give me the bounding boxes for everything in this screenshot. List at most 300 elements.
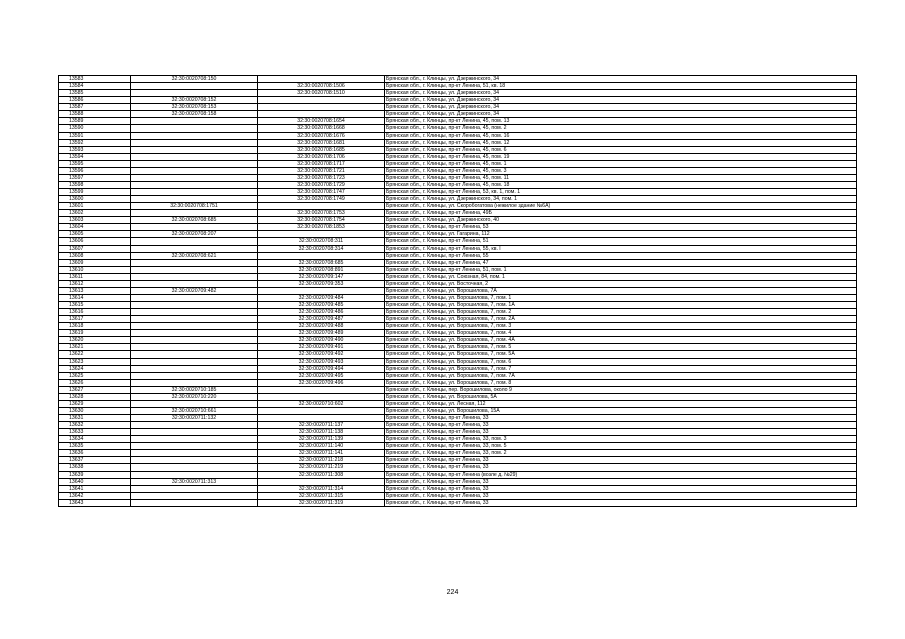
object-cadastral-number-cell: [258, 111, 385, 118]
row-number-cell: 13627: [59, 386, 131, 393]
object-cadastral-number-cell: 32:30:0020708:685: [258, 259, 385, 266]
object-cadastral-number-cell: 32:30:0020709:491: [258, 344, 385, 351]
row-number-cell: 13634: [59, 436, 131, 443]
table-row: [59, 429, 857, 436]
object-cadastral-number-cell: 32:30:0020708:311: [258, 238, 385, 245]
land-cadastral-number-cell: 32:30:0020708:150: [131, 76, 258, 83]
table-row: [59, 457, 857, 464]
row-number-cell: 13599: [59, 189, 131, 196]
table-row: [59, 189, 857, 196]
address-cell: Брянская обл., г. Клинцы, пр-кт Ленина, 51: [385, 238, 857, 245]
address-cell: Брянская обл., г. Клинцы, пр-кт Ленина, 33: [385, 485, 857, 492]
row-number-cell: 13612: [59, 280, 131, 287]
table-row: [59, 393, 857, 400]
address-cell: Брянская обл., г. Клинцы, пр-кт Ленина (возле д. №29): [385, 471, 857, 478]
address-cell: Брянская обл., г. Клинцы, ул. Ворошилова, 7, пом. 6: [385, 358, 857, 365]
address-cell: Брянская обл., г. Клинцы, ул. Ворошилова, 7, пом. 3: [385, 323, 857, 330]
land-cadastral-number-cell: [131, 450, 258, 457]
table-row: [59, 104, 857, 111]
row-number-cell: 13603: [59, 217, 131, 224]
row-number-cell: 13598: [59, 181, 131, 188]
land-cadastral-number-cell: 32:30:0020710:661: [131, 407, 258, 414]
address-cell: Брянская обл., г. Клинцы, пр-кт Ленина, 45, пом. 2: [385, 125, 857, 132]
land-cadastral-number-cell: [131, 330, 258, 337]
row-number-cell: 13605: [59, 231, 131, 238]
object-cadastral-number-cell: 32:30:0020711:219: [258, 464, 385, 471]
object-cadastral-number-cell: [258, 231, 385, 238]
row-number-cell: 13607: [59, 245, 131, 252]
object-cadastral-number-cell: 32:30:0020711:218: [258, 457, 385, 464]
table-row: [59, 224, 857, 231]
address-cell: Брянская обл., г. Клинцы, пр-кт Ленина, 49Б: [385, 210, 857, 217]
land-cadastral-number-cell: [131, 429, 258, 436]
row-number-cell: 13585: [59, 90, 131, 97]
address-cell: Брянская обл., г. Клинцы, пр-кт Ленина, 45, пом. 3: [385, 167, 857, 174]
land-cadastral-number-cell: [131, 443, 258, 450]
object-cadastral-number-cell: 32:30:0020711:314: [258, 485, 385, 492]
table-row: [59, 485, 857, 492]
row-number-cell: 13593: [59, 146, 131, 153]
address-cell: Брянская обл., г. Клинцы, пр-кт Ленина, 55: [385, 252, 857, 259]
address-cell: Брянская обл., г. Клинцы, пр-кт Ленина, 33: [385, 415, 857, 422]
object-cadastral-number-cell: 32:30:0020708:1510: [258, 90, 385, 97]
object-cadastral-number-cell: [258, 478, 385, 485]
row-number-cell: 13626: [59, 379, 131, 386]
object-cadastral-number-cell: 32:30:0020711:139: [258, 436, 385, 443]
row-number-cell: 13609: [59, 259, 131, 266]
address-cell: Брянская обл., г. Клинцы, ул. Ворошилова, 7, пом. 8: [385, 379, 857, 386]
address-cell: Брянская обл., г. Клинцы, пр-кт Ленина, 45, пом. 18: [385, 181, 857, 188]
land-cadastral-number-cell: [131, 323, 258, 330]
land-cadastral-number-cell: [131, 196, 258, 203]
row-number-cell: 13590: [59, 125, 131, 132]
land-cadastral-number-cell: [131, 316, 258, 323]
land-cadastral-number-cell: [131, 358, 258, 365]
land-cadastral-number-cell: [131, 238, 258, 245]
address-cell: Брянская обл., г. Клинцы, ул. Ворошилова, 7, пом. 4А: [385, 337, 857, 344]
row-number-cell: 13597: [59, 174, 131, 181]
object-cadastral-number-cell: 32:30:0020710:602: [258, 400, 385, 407]
address-cell: Брянская обл., г. Клинцы, ул. Ворошилова, 7, пом. 2А: [385, 316, 857, 323]
table-row: [59, 83, 857, 90]
object-cadastral-number-cell: 32:30:0020708:1685: [258, 146, 385, 153]
table-row: [59, 125, 857, 132]
table-row: [59, 415, 857, 422]
row-number-cell: 13632: [59, 422, 131, 429]
row-number-cell: 13596: [59, 167, 131, 174]
object-cadastral-number-cell: 32:30:0020708:1729: [258, 181, 385, 188]
address-cell: Брянская обл., г. Клинцы, пр-кт Ленина, 33, пом. 2: [385, 450, 857, 457]
address-cell: Брянская обл., г. Клинцы, пр-кт Ленина, 53, кв. 1, пом. 1: [385, 189, 857, 196]
object-cadastral-number-cell: 32:30:0020708:1721: [258, 167, 385, 174]
object-cadastral-number-cell: 32:30:0020711:141: [258, 450, 385, 457]
table-row: [59, 478, 857, 485]
land-cadastral-number-cell: 32:30:0020710:185: [131, 386, 258, 393]
table-row: [59, 464, 857, 471]
land-cadastral-number-cell: [131, 337, 258, 344]
row-number-cell: 13622: [59, 351, 131, 358]
object-cadastral-number-cell: [258, 252, 385, 259]
address-cell: Брянская обл., г. Клинцы, ул. Дзержинского, 34: [385, 90, 857, 97]
address-cell: Брянская обл., г. Клинцы, пр-кт Ленина, 47: [385, 259, 857, 266]
row-number-cell: 13586: [59, 97, 131, 104]
land-cadastral-number-cell: [131, 153, 258, 160]
land-cadastral-number-cell: [131, 464, 258, 471]
land-cadastral-number-cell: [131, 139, 258, 146]
row-number-cell: 13633: [59, 429, 131, 436]
land-cadastral-number-cell: [131, 189, 258, 196]
table-row: [59, 365, 857, 372]
row-number-cell: 13638: [59, 464, 131, 471]
table-row: [59, 153, 857, 160]
row-number-cell: 13588: [59, 111, 131, 118]
land-cadastral-number-cell: [131, 167, 258, 174]
table-row: [59, 309, 857, 316]
object-cadastral-number-cell: 32:30:0020708:1747: [258, 189, 385, 196]
row-number-cell: 13614: [59, 294, 131, 301]
land-cadastral-number-cell: [131, 372, 258, 379]
object-cadastral-number-cell: 32:30:0020709:353: [258, 280, 385, 287]
table-row: [59, 167, 857, 174]
land-cadastral-number-cell: 32:30:0020711:313: [131, 478, 258, 485]
row-number-cell: 13583: [59, 76, 131, 83]
table-row: [59, 422, 857, 429]
address-cell: Брянская обл., г. Клинцы, пр-кт Ленина, 55, кв. l: [385, 245, 857, 252]
table-row: [59, 160, 857, 167]
address-cell: Брянская обл., г. Клинцы, пр-кт Ленина, 45, пом. 13: [385, 118, 857, 125]
row-number-cell: 13621: [59, 344, 131, 351]
row-number-cell: 13635: [59, 443, 131, 450]
object-cadastral-number-cell: 32:30:0020709:487: [258, 316, 385, 323]
address-cell: Брянская обл., г. Клинцы, ул. Ворошилова, 7, пом. 7А: [385, 372, 857, 379]
row-number-cell: 13620: [59, 337, 131, 344]
row-number-cell: 13611: [59, 273, 131, 280]
address-cell: Брянская обл., г. Клинцы, пр-кт Ленина, 33: [385, 422, 857, 429]
land-cadastral-number-cell: [131, 492, 258, 499]
table-row: [59, 471, 857, 478]
object-cadastral-number-cell: [258, 76, 385, 83]
row-number-cell: 13618: [59, 323, 131, 330]
land-cadastral-number-cell: 32:30:0020709:482: [131, 287, 258, 294]
row-number-cell: 13636: [59, 450, 131, 457]
row-number-cell: 13587: [59, 104, 131, 111]
land-cadastral-number-cell: [131, 160, 258, 167]
row-number-cell: 13619: [59, 330, 131, 337]
table-row: [59, 196, 857, 203]
table-row: [59, 231, 857, 238]
page-number: 224: [446, 589, 459, 596]
row-number-cell: 13604: [59, 224, 131, 231]
object-cadastral-number-cell: 32:30:0020709:493: [258, 358, 385, 365]
object-cadastral-number-cell: 32:30:0020709:492: [258, 351, 385, 358]
land-cadastral-number-cell: [131, 365, 258, 372]
table-row: [59, 379, 857, 386]
row-number-cell: 13617: [59, 316, 131, 323]
table-row: [59, 181, 857, 188]
address-cell: Брянская обл., г. Клинцы, ул. Дзержинского, 34, пом. 1: [385, 196, 857, 203]
table-row: [59, 316, 857, 323]
address-cell: Брянская обл., г. Клинцы, ул. Ворошилова, 7, пом. 1А: [385, 302, 857, 309]
address-cell: Брянская обл., г. Клинцы, ул. Ворошилова, 5А: [385, 393, 857, 400]
land-cadastral-number-cell: 32:30:0020708:1751: [131, 203, 258, 210]
land-cadastral-number-cell: [131, 224, 258, 231]
table-row: [59, 280, 857, 287]
object-cadastral-number-cell: 32:30:0020708:1853: [258, 224, 385, 231]
object-cadastral-number-cell: 32:30:0020708:1749: [258, 196, 385, 203]
address-cell: Брянская обл., г. Клинцы, ул. Ворошилова, 7, пом. 7: [385, 365, 857, 372]
row-number-cell: 13592: [59, 139, 131, 146]
object-cadastral-number-cell: 32:30:0020708:1717: [258, 160, 385, 167]
row-number-cell: 13600: [59, 196, 131, 203]
land-cadastral-number-cell: [131, 125, 258, 132]
land-cadastral-number-cell: [131, 266, 258, 273]
table-row: [59, 287, 857, 294]
object-cadastral-number-cell: 32:30:0020711:308: [258, 471, 385, 478]
address-cell: Брянская обл., г. Клинцы, ул. Скоробогатова (нежилое здание №6А): [385, 203, 857, 210]
row-number-cell: 13625: [59, 372, 131, 379]
land-cadastral-number-cell: [131, 344, 258, 351]
object-cadastral-number-cell: [258, 407, 385, 414]
table-row: [59, 499, 857, 506]
object-cadastral-number-cell: 32:30:0020708:1668: [258, 125, 385, 132]
address-cell: Брянская обл., г. Клинцы, ул. Гагарина, 112: [385, 231, 857, 238]
row-number-cell: 13606: [59, 238, 131, 245]
table-row: [59, 386, 857, 393]
object-cadastral-number-cell: 32:30:0020711:315: [258, 492, 385, 499]
table-row: [59, 132, 857, 139]
object-cadastral-number-cell: 32:30:0020711:140: [258, 443, 385, 450]
address-cell: Брянская обл., г. Клинцы, пр-кт Ленина, 33: [385, 457, 857, 464]
row-number-cell: 13642: [59, 492, 131, 499]
object-cadastral-number-cell: 32:30:0020708:1681: [258, 139, 385, 146]
object-cadastral-number-cell: [258, 386, 385, 393]
land-cadastral-number-cell: [131, 118, 258, 125]
address-cell: Брянская обл., г. Клинцы, ул. Дзержинского, 34: [385, 97, 857, 104]
address-cell: Брянская обл., г. Клинцы, ул. Ворошилова, 15А: [385, 407, 857, 414]
object-cadastral-number-cell: [258, 415, 385, 422]
object-cadastral-number-cell: [258, 203, 385, 210]
object-cadastral-number-cell: 32:30:0020708:1723: [258, 174, 385, 181]
object-cadastral-number-cell: 32:30:0020711:319: [258, 499, 385, 506]
table-row: [59, 323, 857, 330]
table-row: [59, 146, 857, 153]
table-row: [59, 90, 857, 97]
address-cell: Брянская обл., г. Клинцы, ул. Дзержинского, 34: [385, 76, 857, 83]
land-cadastral-number-cell: [131, 294, 258, 301]
land-cadastral-number-cell: [131, 259, 258, 266]
table-row: [59, 266, 857, 273]
object-cadastral-number-cell: 32:30:0020708:314: [258, 245, 385, 252]
address-cell: Брянская обл., г. Клинцы, пер. Ворошилова, около 9: [385, 386, 857, 393]
row-number-cell: 13589: [59, 118, 131, 125]
table-row: [59, 210, 857, 217]
land-cadastral-number-cell: [131, 499, 258, 506]
address-cell: Брянская обл., г. Клинцы, пр-кт Ленина, 33: [385, 492, 857, 499]
table-row: [59, 400, 857, 407]
land-cadastral-number-cell: 32:30:0020708:158: [131, 111, 258, 118]
row-number-cell: 13616: [59, 309, 131, 316]
address-cell: Брянская обл., г. Клинцы, пр-кт Ленина, 45, пом. 19: [385, 153, 857, 160]
row-number-cell: 13631: [59, 415, 131, 422]
land-cadastral-number-cell: [131, 83, 258, 90]
table-row: [59, 443, 857, 450]
table-row: [59, 337, 857, 344]
land-cadastral-number-cell: [131, 309, 258, 316]
address-cell: Брянская обл., г. Клинцы, ул. Ворошилова, 7, пом. 5А: [385, 351, 857, 358]
land-cadastral-number-cell: [131, 280, 258, 287]
row-number-cell: 13641: [59, 485, 131, 492]
address-cell: Брянская обл., г. Клинцы, пр-кт Ленина, 33: [385, 499, 857, 506]
land-cadastral-number-cell: [131, 245, 258, 252]
land-cadastral-number-cell: [131, 471, 258, 478]
land-cadastral-number-cell: [131, 457, 258, 464]
address-cell: Брянская обл., г. Клинцы, пр-кт Ленина, 51, кв. 18: [385, 83, 857, 90]
land-cadastral-number-cell: [131, 181, 258, 188]
land-cadastral-number-cell: [131, 422, 258, 429]
table-row: [59, 217, 857, 224]
address-cell: Брянская обл., г. Клинцы, ул. Дзержинского, 40: [385, 217, 857, 224]
object-cadastral-number-cell: 32:30:0020709:486: [258, 309, 385, 316]
address-cell: Брянская обл., г. Клинцы, пр-кт Ленина, 33, пом. 5: [385, 443, 857, 450]
object-cadastral-number-cell: 32:30:0020709:495: [258, 372, 385, 379]
table-row: [59, 203, 857, 210]
table-row: [59, 450, 857, 457]
address-cell: Брянская обл., г. Клинцы, ул. Восточная, 2: [385, 280, 857, 287]
land-cadastral-number-cell: [131, 379, 258, 386]
land-cadastral-number-cell: [131, 90, 258, 97]
land-cadastral-number-cell: [131, 174, 258, 181]
table-row: [59, 245, 857, 252]
table-row: [59, 259, 857, 266]
land-cadastral-number-cell: [131, 132, 258, 139]
address-cell: Брянская обл., г. Клинцы, ул. Ворошилова, 7, пом. 2: [385, 309, 857, 316]
object-cadastral-number-cell: 32:30:0020711:137: [258, 422, 385, 429]
address-cell: Брянская обл., г. Клинцы, ул. Ворошилова, 7, пом. 4: [385, 330, 857, 337]
address-cell: Брянская обл., г. Клинцы, пр-кт Ленина, 33: [385, 429, 857, 436]
land-cadastral-number-cell: [131, 485, 258, 492]
land-cadastral-number-cell: [131, 400, 258, 407]
object-cadastral-number-cell: 32:30:0020709:496: [258, 379, 385, 386]
object-cadastral-number-cell: [258, 97, 385, 104]
address-cell: Брянская обл., г. Клинцы, ул. Дзержинского, 34: [385, 111, 857, 118]
table-row: [59, 358, 857, 365]
object-cadastral-number-cell: 32:30:0020709:490: [258, 337, 385, 344]
object-cadastral-number-cell: 32:30:0020709:494: [258, 365, 385, 372]
land-cadastral-number-cell: 32:30:0020708:207: [131, 231, 258, 238]
land-cadastral-number-cell: 32:30:0020711:132: [131, 415, 258, 422]
address-cell: Брянская обл., г. Клинцы, пр-кт Ленина, 53: [385, 224, 857, 231]
table-row: [59, 273, 857, 280]
row-number-cell: 13601: [59, 203, 131, 210]
object-cadastral-number-cell: 32:30:0020709:485: [258, 302, 385, 309]
table-row: [59, 492, 857, 499]
address-cell: Брянская обл., г. Клинцы, ул. Союзная, 84, пом. 1: [385, 273, 857, 280]
object-cadastral-number-cell: 32:30:0020709:488: [258, 323, 385, 330]
row-number-cell: 13615: [59, 302, 131, 309]
land-cadastral-number-cell: [131, 436, 258, 443]
land-cadastral-number-cell: 32:30:0020708:685: [131, 217, 258, 224]
land-cadastral-number-cell: [131, 210, 258, 217]
row-number-cell: 13608: [59, 252, 131, 259]
address-cell: Брянская обл., г. Клинцы, ул. Ворошилова, 7А: [385, 287, 857, 294]
row-number-cell: 13637: [59, 457, 131, 464]
land-cadastral-number-cell: 32:30:0020708:153: [131, 104, 258, 111]
object-cadastral-number-cell: 32:30:0020709:489: [258, 330, 385, 337]
row-number-cell: 13584: [59, 83, 131, 90]
row-number-cell: 13613: [59, 287, 131, 294]
address-cell: Брянская обл., г. Клинцы, пр-кт Ленина, 45, пом. 12: [385, 139, 857, 146]
table-row: [59, 139, 857, 146]
table-row: [59, 351, 857, 358]
land-cadastral-number-cell: 32:30:0020710:220: [131, 393, 258, 400]
object-cadastral-number-cell: [258, 287, 385, 294]
object-cadastral-number-cell: 32:30:0020708:891: [258, 266, 385, 273]
address-cell: Брянская обл., г. Клинцы, пр-кт Ленина, 45, пом. 6: [385, 146, 857, 153]
table-row: [59, 238, 857, 245]
land-cadastral-number-cell: [131, 302, 258, 309]
table-row: [59, 302, 857, 309]
land-cadastral-number-cell: [131, 273, 258, 280]
address-cell: Брянская обл., г. Клинцы, пр-кт Ленина, 33: [385, 478, 857, 485]
table-row: [59, 118, 857, 125]
table-row: [59, 252, 857, 259]
object-cadastral-number-cell: [258, 104, 385, 111]
row-number-cell: 13623: [59, 358, 131, 365]
address-cell: Брянская обл., г. Клинцы, пр-кт Ленина, 45, пом. 16: [385, 132, 857, 139]
address-cell: Брянская обл., г. Клинцы, пр-кт Ленина, 33, пом. 3: [385, 436, 857, 443]
row-number-cell: 13628: [59, 393, 131, 400]
registry-table: [58, 75, 857, 507]
table-row: [59, 174, 857, 181]
object-cadastral-number-cell: [258, 393, 385, 400]
address-cell: Брянская обл., г. Клинцы, ул. Ворошилова, 7, пом. 1: [385, 294, 857, 301]
object-cadastral-number-cell: 32:30:0020709:147: [258, 273, 385, 280]
table-row: [59, 294, 857, 301]
land-cadastral-number-cell: [131, 146, 258, 153]
address-cell: Брянская обл., г. Клинцы, пр-кт Ленина, 45, пом. 11: [385, 174, 857, 181]
table-row: [59, 330, 857, 337]
row-number-cell: 13594: [59, 153, 131, 160]
object-cadastral-number-cell: 32:30:0020708:1506: [258, 83, 385, 90]
object-cadastral-number-cell: 32:30:0020708:1754: [258, 217, 385, 224]
object-cadastral-number-cell: 32:30:0020711:138: [258, 429, 385, 436]
object-cadastral-number-cell: 32:30:0020708:1676: [258, 132, 385, 139]
table-row: [59, 97, 857, 104]
address-cell: Брянская обл., г. Клинцы, ул. Ворошилова, 7, пом. 5: [385, 344, 857, 351]
land-cadastral-number-cell: 32:30:0020708:621: [131, 252, 258, 259]
address-cell: Брянская обл., г. Клинцы, ул. Лесная, 112: [385, 400, 857, 407]
address-cell: Брянская обл., г. Клинцы, пр-кт Ленина, 45, пом. 1: [385, 160, 857, 167]
row-number-cell: 13643: [59, 499, 131, 506]
land-cadastral-number-cell: 32:30:0020708:152: [131, 97, 258, 104]
object-cadastral-number-cell: 32:30:0020709:484: [258, 294, 385, 301]
table-row: [59, 111, 857, 118]
row-number-cell: 13595: [59, 160, 131, 167]
registry-table-body: [59, 76, 857, 507]
table-row: [59, 407, 857, 414]
object-cadastral-number-cell: 32:30:0020708:1654: [258, 118, 385, 125]
row-number-cell: 13630: [59, 407, 131, 414]
table-row: [59, 436, 857, 443]
address-cell: Брянская обл., г. Клинцы, пр-кт Ленина, 51, пом. 1: [385, 266, 857, 273]
address-cell: Брянская обл., г. Клинцы, пр-кт Ленина, 33: [385, 464, 857, 471]
row-number-cell: 13624: [59, 365, 131, 372]
row-number-cell: 13640: [59, 478, 131, 485]
object-cadastral-number-cell: 32:30:0020708:1706: [258, 153, 385, 160]
table-row: [59, 344, 857, 351]
table-row: [59, 76, 857, 83]
row-number-cell: 13639: [59, 471, 131, 478]
